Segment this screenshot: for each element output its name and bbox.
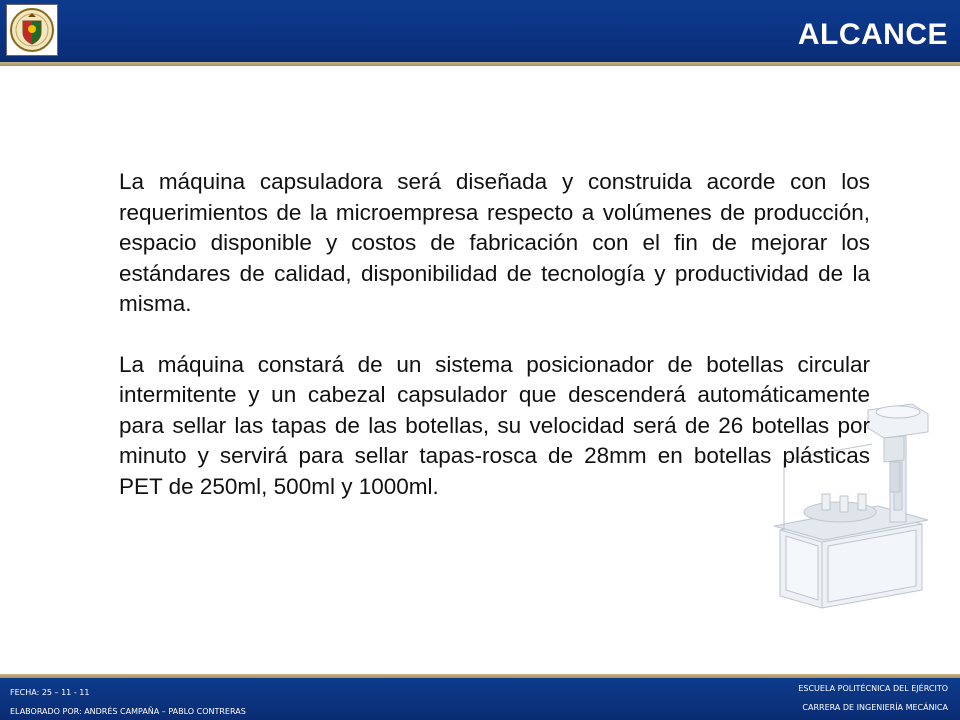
footer-school: ESCUELA POLITÉCNICA DEL EJÉRCITO bbox=[798, 684, 948, 693]
footer-career: CARRERA DE INGENIERÍA MECÁNICA bbox=[802, 703, 948, 712]
paragraph-scope: La máquina capsuladora será diseñada y construida acorde con los requerimientos de la microempresa respecto a volúmenes de producción, espacio disponible y costos de fabricación con el fin de mejorar los estándares de calidad, disponibilidad de tecnología y productividad de la misma. bbox=[119, 169, 870, 316]
university-logo bbox=[6, 4, 58, 56]
slide-title: ALCANCE bbox=[797, 18, 948, 51]
paragraph-machine-description: La máquina constará de un sistema posicionador de botellas circular intermitente y un cabezal capsulador que descenderá automáticamente para sellar las tapas de las botellas, su velocidad será de 26 botellas por minuto y servirá para sellar tapas-rosca de 28mm en botellas plásticas PET de 250ml, 500ml y 1000ml. bbox=[119, 351, 870, 499]
footer-date: FECHA: 25 – 11 - 11 bbox=[10, 688, 90, 697]
header-bar bbox=[0, 0, 960, 62]
footer-bar bbox=[0, 678, 960, 720]
footer-author: ELABORADO POR: ANDRÉS CAMPAÑA – PABLO CONTRERAS bbox=[10, 707, 246, 716]
header-divider bbox=[0, 62, 960, 66]
body-text bbox=[119, 167, 870, 532]
